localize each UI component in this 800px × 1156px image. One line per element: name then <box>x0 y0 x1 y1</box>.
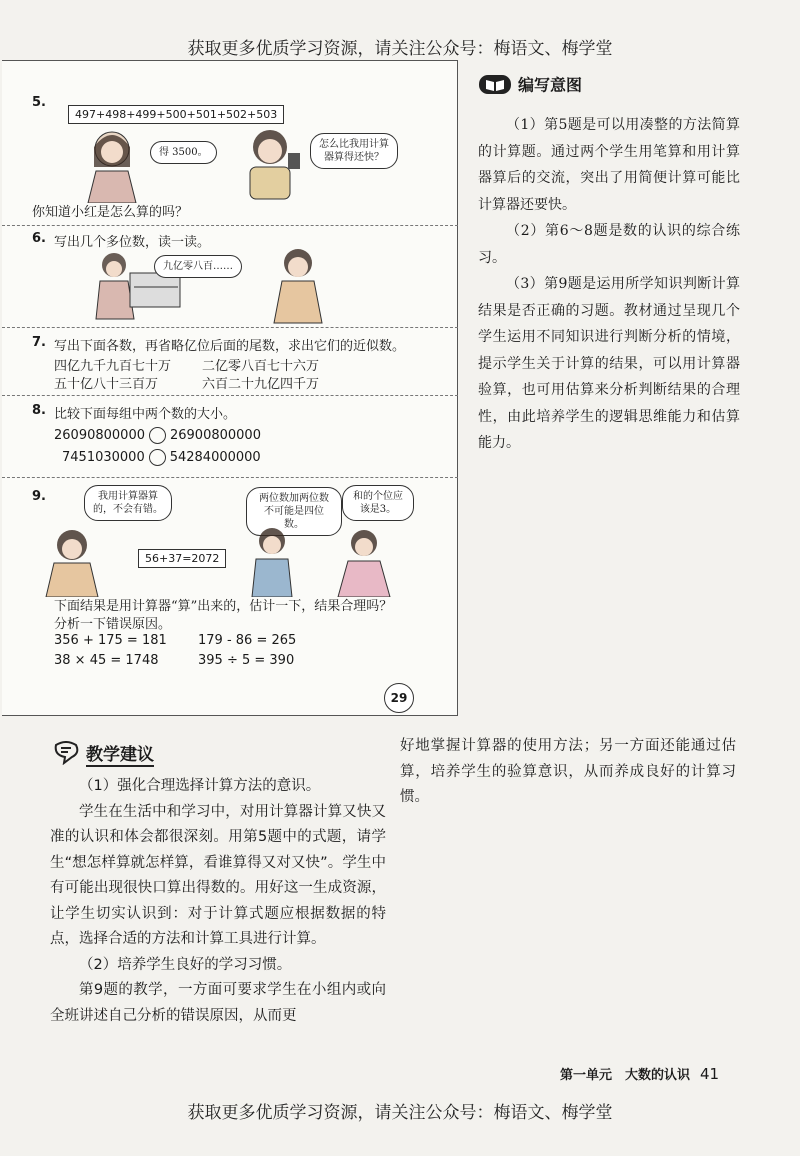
exercise-5-bubble-girl: 得 3500。 <box>150 141 217 164</box>
intent-heading <box>478 72 582 102</box>
intent-heading-text: 编写意图 <box>518 75 583 95</box>
compare-right: 26900800000 <box>169 428 261 443</box>
textbook-excerpt <box>2 60 458 716</box>
exercise-9-equation: 356 + 175 = 181 <box>54 633 167 648</box>
exercise-9-equation: 395 ÷ 5 = 390 <box>198 653 295 668</box>
exercise-7-number: 7. <box>32 335 46 350</box>
exercise-7-item: 四亿九千九百七十万 <box>54 359 172 374</box>
suggestions-right-column <box>400 734 736 811</box>
boy2-illustration <box>242 525 302 597</box>
exercise-6-text: 写出几个多位数，读一读。 <box>54 235 211 250</box>
exercise-9-equation: 38 × 45 = 1748 <box>54 653 159 668</box>
exercise-9-text-1: 下面结果是用计算器“算”出来的，估计一下，结果合理吗？ <box>54 599 393 614</box>
compare-circle[interactable] <box>149 427 166 444</box>
book-icon <box>478 72 512 100</box>
exercise-5-formula: 497+498+499+500+501+502+503 <box>68 105 284 124</box>
exercise-6-bubble: 九亿零八百…… <box>154 255 242 278</box>
exercise-6-number: 6. <box>32 231 46 246</box>
watermark-top: 获取更多优质学习资源，请关注公众号：梅语文、梅学堂 <box>187 39 613 59</box>
intent-paragraph: （1）第5题是可以用凑整的方法简算的计算题。通过两个学生用笔算和用计算器算后的交流，突出了用简便计算可能比计算器还要快。 <box>478 117 740 213</box>
suggestion-paragraph: 第9题的教学，一方面可要求学生在小组内或向全班讲述自己分析的错误原因，从而更 <box>50 982 386 1024</box>
page-footer <box>560 1064 719 1083</box>
exercise-9-bubble-1: 我用计算器算的，不会有错。 <box>84 485 172 521</box>
watermark-bottom: 获取更多优质学习资源，请关注公众号：梅语文、梅学堂 <box>187 1103 613 1123</box>
exercise-5-question: 你知道小红是怎么算的吗？ <box>32 205 189 220</box>
compare-row <box>54 427 261 444</box>
chat-icon <box>52 741 80 770</box>
exercise-9-bubble-3: 和的个位应该是3。 <box>342 485 414 521</box>
exercise-9-number: 9. <box>32 489 46 504</box>
exercise-8-number: 8. <box>32 403 46 418</box>
exercise-7-item: 二亿零八百七十六万 <box>202 359 320 374</box>
page-number: 41 <box>700 1065 720 1083</box>
divider <box>2 225 458 226</box>
exercise-7-item: 六百二十九亿四千万 <box>202 377 320 392</box>
exercise-9-equation: 179 - 86 = 265 <box>198 633 297 648</box>
compare-left: 26090800000 <box>54 428 145 443</box>
exercise-9-formula: 56+37=2072 <box>138 549 226 568</box>
compare-row <box>62 449 261 466</box>
exercise-7-text: 写出下面各数，再省略亿位后面的尾数，求出它们的近似数。 <box>54 339 406 354</box>
suggestion-paragraph: 好地掌握计算器的使用方法；另一方面还能通过估算，培养学生的验算意识，从而养成良好的计算习惯。 <box>400 738 736 805</box>
divider <box>2 327 458 328</box>
exercise-9-text-2: 分析一下错误原因。 <box>54 617 172 632</box>
intent-body <box>478 112 740 457</box>
girl-illustration <box>82 127 154 203</box>
compare-right: 54284000000 <box>169 450 261 465</box>
exercise-7-item: 五十亿八十三百万 <box>54 377 159 392</box>
suggestions-left-column <box>50 774 386 1029</box>
suggestions-heading-text: 教学建议 <box>86 745 154 765</box>
intent-paragraph: （3）第9题是运用所学知识判断计算结果是否正确的习题。教材通过呈现几个学生运用不同知识进行判断分析的情境，提示学生关于计算的结果，可以用计算器验算，也可用估算来分析判断结果的合理性，由此培养学生的逻辑思维能力和估算能力。 <box>478 276 740 451</box>
compare-circle[interactable] <box>149 449 166 466</box>
exercise-9-bubble-2: 两位数加两位数不可能是四位数。 <box>246 487 342 536</box>
boy-illustration <box>230 123 310 203</box>
girl2-illustration <box>268 245 328 325</box>
intent-paragraph: （2）第6～8题是数的认识的综合练习。 <box>478 223 740 266</box>
exercise-8-text: 比较下面每组中两个数的大小。 <box>54 407 237 422</box>
suggestion-paragraph: （2）培养学生良好的学习习惯。 <box>79 956 292 973</box>
exercise-5-bubble-boy: 怎么比我用计算器算得还快？ <box>310 133 398 169</box>
suggestion-paragraph: 学生在生活中和学习中，对用计算器计算又快又准的认识和体会都很深刻。用第5题中的式题，请学生“想怎样算就怎样算，看谁算得又对又快”。学生中有可能出现很快口算出得数的。用好这一生成资源，让学生切实认识到：对于计算式题应根据数据的特点，选择合适的方法和计算工具进行计算。 <box>50 803 386 947</box>
exercise-5-number: 5. <box>32 95 46 110</box>
suggestions-heading <box>52 740 154 770</box>
girl3-illustration <box>34 527 110 597</box>
compare-left: 7451030000 <box>62 450 145 465</box>
divider <box>2 395 458 396</box>
suggestion-paragraph: （1）强化合理选择计算方法的意识。 <box>79 778 321 794</box>
unit-title: 第一单元 大数的认识 <box>560 1068 691 1083</box>
textbook-page-number: 29 <box>384 683 414 713</box>
divider <box>2 477 458 478</box>
girl4-illustration <box>330 527 400 597</box>
